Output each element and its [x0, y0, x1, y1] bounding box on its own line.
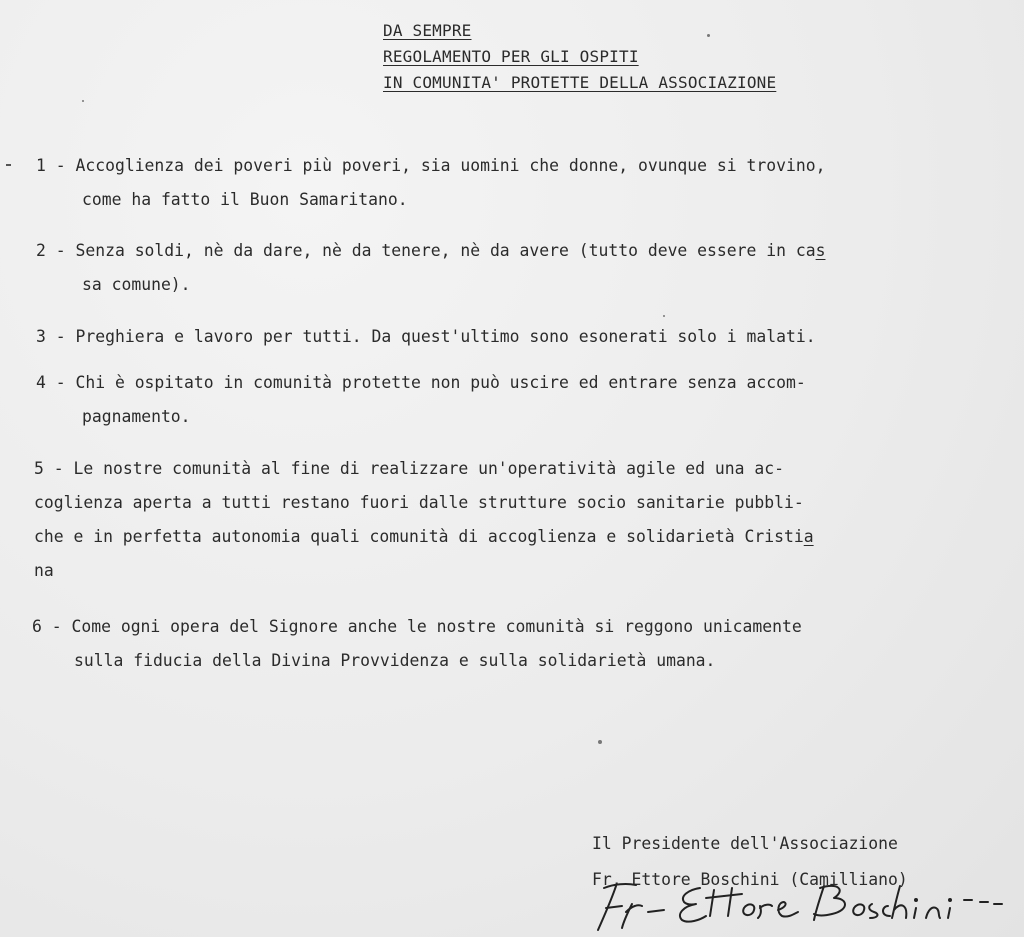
- rule-text-line: come ha fatto il Buon Samaritano.: [82, 190, 408, 209]
- rule-6: 6 - Come ogni opera del Signore anche le nostre comunità si reggono unicamente sulla fiducia della Divina Provvidenza e sulla solidarietà umana.: [32, 610, 802, 678]
- rule-number: 1: [36, 156, 46, 175]
- rule-text-line: Chi è ospitato in comunità protette non può uscire ed entrare senza accom-: [75, 373, 806, 392]
- rule-1: 1 - Accoglienza dei poveri più poveri, sia uomini che donne, ovunque si trovino, come ha fatto il Buon Samaritano.: [36, 149, 825, 217]
- rule-text-line: sulla fiducia della Divina Provvidenza e sulla solidarietà umana.: [74, 651, 716, 670]
- paper-speck: [663, 315, 665, 317]
- rule-number: 2: [36, 241, 46, 260]
- rule-text-line: che e in perfetta autonomia quali comunità di accoglienza e solidarietà Cristi: [34, 527, 804, 546]
- rule-number: 6: [32, 617, 42, 636]
- rule-text-line: coglienza aperta a tutti restano fuori dalle strutture socio sanitarie pubbli-: [34, 493, 804, 512]
- header-line-3: IN COMUNITA' PROTETTE DELLA ASSOCIAZIONE: [383, 73, 777, 92]
- rule-4: 4 - Chi è ospitato in comunità protette non può uscire ed entrare senza accom- pagnamento.: [36, 366, 806, 434]
- rule-number: 3: [36, 327, 46, 346]
- document-header: [383, 18, 776, 96]
- header-line-1: DA SEMPRE: [383, 21, 472, 40]
- rule-3: 3 - Preghiera e lavoro per tutti. Da quest'ultimo sono esonerati solo i malati.: [36, 320, 816, 354]
- rule-number: 5: [34, 459, 44, 478]
- rule-text-line: Preghiera e lavoro per tutti. Da quest'ultimo sono esonerati solo i malati.: [75, 327, 816, 346]
- rule-text-line: Le nostre comunità al fine di realizzare un'operatività agile ed una ac-: [73, 459, 784, 478]
- rule-text-line: na: [34, 561, 54, 580]
- rule-5: 5 - Le nostre comunità al fine di realizzare un'operatività agile ed una ac- coglienza aperta a tutti restano fuori dalle strutture socio sanitarie pubbli- che e in perfetta autonomia quali comunità di accoglienza e solidarietà Cristia na: [34, 452, 814, 588]
- signatory-name: Fr. Ettore Boschini (Camilliano): [592, 870, 908, 889]
- signatory-title: Il Presidente dell'Associazione: [592, 834, 898, 853]
- paper-speck: [598, 740, 602, 744]
- rule-text-line: sa comune).: [82, 275, 191, 294]
- header-line-2: REGOLAMENTO PER GLI OSPITI: [383, 47, 639, 66]
- handwritten-signature: [592, 880, 1012, 937]
- rule-2: 2 - Senza soldi, nè da dare, nè da tenere, nè da avere (tutto deve essere in cas sa comune).: [36, 234, 825, 302]
- rule-text-line: pagnamento.: [82, 407, 191, 426]
- margin-mark: [6, 164, 11, 166]
- rule-text-line: Accoglienza dei poveri più poveri, sia uomini che donne, ovunque si trovino,: [75, 156, 826, 175]
- rule-text-line: Senza soldi, nè da dare, nè da tenere, nè da avere (tutto deve essere in ca: [75, 241, 816, 260]
- rule-text-underlined: a: [803, 527, 814, 546]
- rule-number: 4: [36, 373, 46, 392]
- rule-text-underlined: s: [815, 241, 826, 260]
- rule-text-line: Come ogni opera del Signore anche le nostre comunità si reggono unicamente: [71, 617, 802, 636]
- paper-speck: [82, 100, 84, 102]
